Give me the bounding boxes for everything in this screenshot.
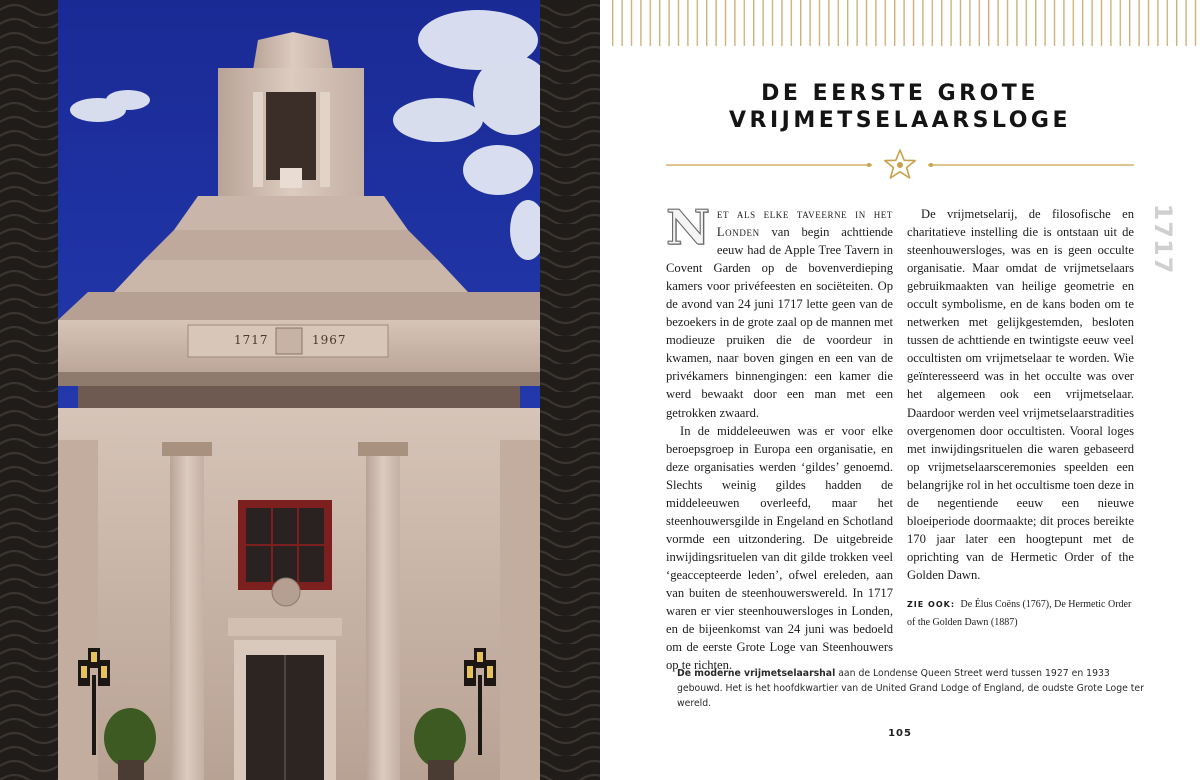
text-column-right — [907, 205, 1134, 632]
paragraph-1-body: van begin achttiende eeuw had de Apple Tree Tavern in Covent Garden op de bovenverdieping kamers voor privéfeesten en sociëteiten. Op de avond van 24 juni 1717 lette geen van de bezoekers in de grote zaal op de mannen met modieuze pruiken die de voordeur in kwamen, naar boven gingen en een van de privékamers binnengingen: een kamer die werd bewaakt door een man met een getrokken zwaard. — [666, 225, 893, 420]
paragraph-1 — [666, 200, 893, 422]
star-divider-ornament — [664, 148, 1136, 182]
right-page — [600, 0, 1200, 780]
see-also — [907, 596, 1134, 632]
paragraph-1-lead: et als elke taveerne in het Londen — [716, 207, 893, 240]
gold-stripe-border — [612, 0, 1200, 46]
caption-bold: De moderne vrijmetselaarshal — [677, 668, 836, 679]
building-photo — [58, 0, 540, 780]
chapter-title-line-2: VRIJMETSELAARSLOGE — [728, 108, 1072, 133]
text-column-left — [666, 200, 893, 674]
page-number: 105 — [888, 728, 912, 739]
see-also-text: De Élus Coëns (1767), De Hermetic Order of the Golden Dawn (1887) — [907, 598, 1132, 628]
caption-text: aan de Londense Queen Street werd tussen 1927 en 1933 gebouwd. Het is het hoofdkwartier van de United Grand Lodge of England, de oudste Grote Loge ter wereld. — [677, 668, 1144, 709]
plaque-year-right: 1967 — [312, 333, 347, 347]
photo-caption — [677, 666, 1147, 711]
chapter-title — [690, 80, 1110, 134]
plaque-year-left: 1717 — [234, 333, 269, 347]
paragraph-2: In de middeleeuwen was er voor elke beroepsgroep in Europa een organisatie, en deze organisaties werden ‘gildes’ genoemd. Slechts weinig gildes hadden de middeleeuwen overleefd, maar het steenhouwersgilde in Engeland en Schotland vormde een uitzondering. De uitgebreide inwijdingsrituelen van dit gilde trokken veel ‘geaccepteerde leden’, ofwel ereleden, aan van buiten de steenhouwerswereld. In 1717 waren er vier steenhouwersloges in Londen, en de bijeenkomst van 24 juni was bedoeld om de eerste Grote Loge van Steenhouwers op te richten. — [666, 423, 893, 673]
year-side-label: 1717 — [1149, 203, 1177, 275]
paragraph-3: De vrijmetselarij, de filosofische en charitatieve instelling die is ontstaan uit de steenhouwersloges, was en is geen occulte organisatie. Maar omdat de vrijmetselaars gebruikmaakten van heilige geometrie en occult symbolisme, en de kans boden om te netwerken met gelijkgestemden, besloten tussen de achttiende en twintigste eeuw veel occultisten om vrijmetselaar te worden. Wie geïnteresseerd was in het occulte was over het algemeen ook een vrijmetselaar. Daardoor werden veel vrijmetselaarstradities overgenomen door occultisten. Vooral loges met inwijdingsrituelen die waren gebaseerd op vrijmetselaarsceremonies speelden een belangrijke rol in het occultisme toen deze in de negentiende eeuw een nieuwe bloeiperiode doormaakte; dit proces bereikte 170 jaar later een hoogtepunt met de oprichting van de Hermetic Order of the Golden Dawn. — [907, 207, 1134, 582]
see-also-label: ZIE OOK: — [907, 599, 956, 609]
chapter-title-line-1: DE EERSTE GROTE — [761, 81, 1039, 106]
dropcap-letter: N — [666, 200, 710, 256]
